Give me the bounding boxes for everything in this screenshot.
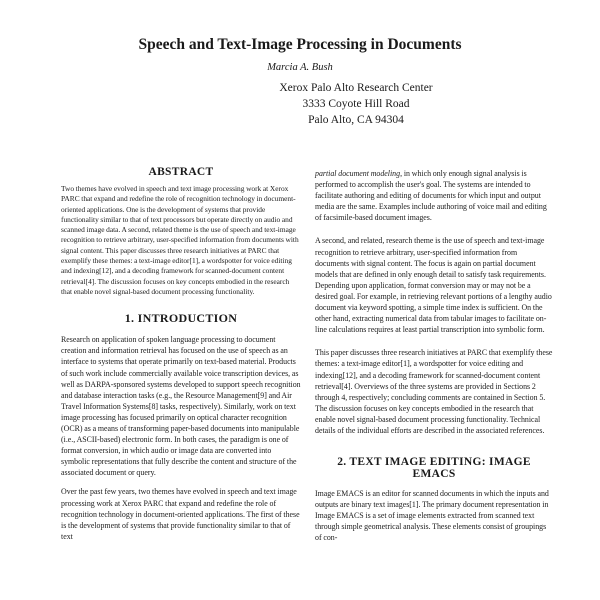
body-paragraph: Image EMACS is an editor for scanned documents in which the inputs and outputs are binary text images[1]. The primary document representation in Image EMACS is a set of image elements extracted from scanned text through simple geometrical analysis. These elements consist of groupings of con- xyxy=(315,489,549,543)
paper-author: Marcia A. Bush xyxy=(267,62,333,73)
introduction-section xyxy=(61,311,301,542)
abstract-text: Two themes have evolved in speech and text image processing work at Xerox PARC that expand and redefine the role of recognition technology in document-oriented applications. One is the development of systems that provide functionality similar to that of text processors but operate directly on audio and scanned image data. A second, related theme is the use of speech and text-image recognition to retrieve arbitrary, user-specified information from documents with signal content. This paper discusses three research initiatives at PARC that exemplify these themes: a text-image editor[1], a wordspotter for voice editing and indexing[12], and a decoding framework for scanned-document content retrieval[4]. The discussion focuses on key concepts embodied in the research that enable novel signal-based document processing functionality. xyxy=(61,184,299,296)
affiliation-line: 3333 Coyote Hill Road xyxy=(302,98,410,110)
introduction-heading: 1. INTRODUCTION xyxy=(124,311,238,326)
body-paragraph: A second, and related, research theme is the use of speech and text-image recognition to retrieve arbitrary, user-specified information from documents with signal content. The focus is again on partial document models that are defined in only enough detail to satisfy task requirements. Depending upon application, format conversion may or may not be a desired goal. For example, in retrieving relevant portions of a lengthy audio document via keyword spotting, a simple time index is sufficient. On the other hand, extracting numerical data from tabular images to facilitate on-line calculations requires at least partial transcription into symbolic form. xyxy=(315,236,552,335)
body-paragraph: Over the past few years, two themes have evolved in speech and text image processing work at Xerox PARC that expand and redefine the role of recognition technology in document-oriented applications. The first of these is the development of systems that provide functionality similar to that of text xyxy=(61,487,300,541)
section-2-heading: 2. TEXT IMAGE EDITING: IMAGE EMACS xyxy=(337,456,531,481)
left-column xyxy=(61,166,301,550)
paper-title: Speech and Text-Image Processing in Documents xyxy=(138,36,462,53)
body-paragraph: Research on application of spoken language processing to document creation and information retrieval has focused on the use of speech as an interface to systems that operate primarily on text-based material. Products of such work include commercially available voice transcription devices, as well as DARPA-sponsored systems developed to support speech recognition and database interaction tasks (e.g., the Resource Management[9] and Air Travel Information Systems[8] tasks, respectively). Similarly, work on text image processing has focused primarily on optical character recognition (OCR) as a means of transforming paper-based documents into manipulable (i.e., ASCII-based) electronic form. In both cases, the paradigm is one of format conversion, in which audio or image data are converted into symbolic representations that fully describe the content and structure of the associated document or query. xyxy=(61,335,301,478)
emphasized-term: partial document modeling xyxy=(315,169,401,178)
paragraph-text: , in which only enough signal analysis is performed to accomplish the user's goal. The systems are intended to facilitate authoring and editing of documents for which input and output media are the same. Examples include authoring of voice mail and editing of facsimile-based document images. xyxy=(315,169,547,223)
abstract-heading: ABSTRACT xyxy=(148,166,214,178)
affiliation-line: Palo Alto, CA 94304 xyxy=(308,114,404,126)
right-column xyxy=(315,168,553,552)
body-paragraph xyxy=(315,168,553,223)
affiliation-line: Xerox Palo Alto Research Center xyxy=(279,82,433,94)
body-paragraph: This paper discusses three research initiatives at PARC that exemplify these themes: a text-image editor[1], a wordspotter for voice editing and indexing[12], and a decoding framework for scanned-document content retrieval[4]. Overviews of the three systems are provided in Sections 2 through 4, respectively; concluding comments are contained in Section 5. The discussion focuses on key concepts embodied in the research that enable novel signal-based document processing functionality. Technical details of the individual efforts are described in the associated references. xyxy=(315,348,553,435)
affiliation xyxy=(236,80,476,128)
abstract-section xyxy=(61,166,301,297)
